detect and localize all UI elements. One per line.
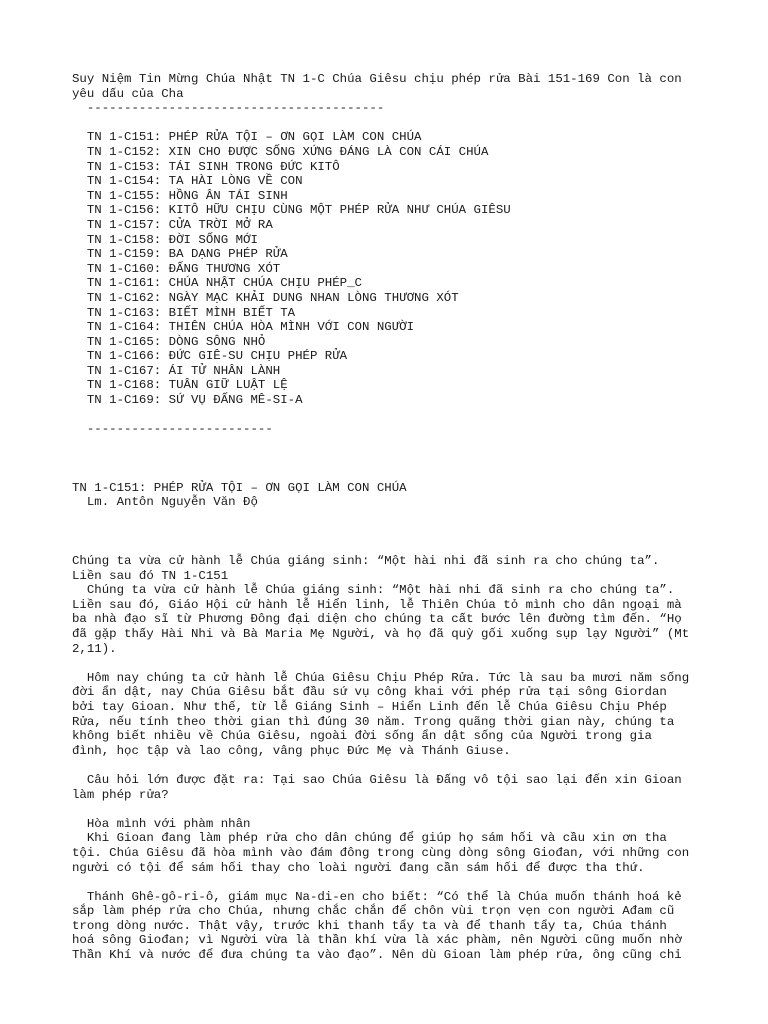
- toc-item-c167[interactable]: TN 1-C167: ÁI TỬ NHÂN LÀNH: [72, 363, 281, 378]
- article-paragraph-4: [72, 817, 712, 875]
- toc-item-c159[interactable]: TN 1-C159: BA DẠNG PHÉP RỬA: [72, 247, 288, 262]
- document-title-line-1: Suy Niệm Tin Mừng Chúa Nhật TN 1-C Chúa Giêsu chịu phép rửa Bài 151-169 Con là con: [72, 72, 682, 86]
- table-of-contents: [72, 130, 712, 407]
- toc-item-c158[interactable]: TN 1-C158: ĐỜI SỐNG MỚI: [72, 232, 258, 247]
- paragraph-line: Hôm nay chúng ta cử hành lễ Chúa Giêsu Chịu Phép Rửa. Tức là sau ba mươi năm sống: [72, 670, 690, 685]
- divider-top: ----------------------------------------: [72, 101, 385, 116]
- paragraph-line: làm phép rửa?: [72, 787, 169, 802]
- toc-item-c160[interactable]: TN 1-C160: ĐẤNG THƯƠNG XÓT: [72, 261, 281, 276]
- paragraph-line: hoá sông Giođan; vì Người vừa là thần khí vừa là xác phàm, nên Người cũng muốn nhờ: [72, 933, 682, 948]
- toc-item-c161[interactable]: TN 1-C161: CHÚA NHẬT CHÚA CHỊU PHÉP_C: [72, 276, 362, 291]
- paragraph-line: trong dòng nước. Thật vậy, trước khi thanh tẩy ta và để thanh tẩy ta, Chúa thánh: [72, 918, 667, 933]
- article-paragraph-2: [72, 671, 712, 759]
- paragraph-line: 2,11).: [72, 641, 117, 656]
- article-paragraph-3: [72, 773, 712, 802]
- toc-item-c168[interactable]: TN 1-C168: TUÂN GIỮ LUẬT LỆ: [72, 378, 288, 393]
- paragraph-line: tội. Chúa Giêsu đã hòa mình vào đám đông trong cùng dòng sông Giođan, với những con: [72, 845, 690, 860]
- document-title-line-2: yêu dấu của Cha: [72, 86, 184, 101]
- article-author: Lm. Antôn Nguyễn Văn Độ: [72, 495, 258, 510]
- paragraph-line: người có tội để sám hối thay cho loài người đang cần sám hối để được tha thứ.: [72, 860, 645, 875]
- toc-item-c151[interactable]: TN 1-C151: PHÉP RỬA TỘI – ƠN GỌI LÀM CON CHÚA: [72, 130, 422, 145]
- paragraph-line: đời ẩn dật, nay Chúa Giêsu bắt đầu sứ vụ công khai với phép rửa tại sông Giordan: [72, 685, 667, 700]
- toc-item-c163[interactable]: TN 1-C163: BIẾT MÌNH BIẾT TA: [72, 305, 296, 320]
- document-page: [72, 72, 712, 963]
- paragraph-line: ba nhà đạo sĩ từ Phương Đông đại diện cho chúng ta cất bước lên đường tìm đến. “Họ: [72, 612, 682, 627]
- toc-item-c156[interactable]: TN 1-C156: KITÔ HỮU CHỊU CÙNG MỘT PHÉP RỬA NHƯ CHÚA GIÊSU: [72, 203, 511, 218]
- paragraph-line: Liền sau đó, Giáo Hội cử hành lễ Hiển linh, lễ Thiên Chúa tỏ mình cho dân ngoại mà: [72, 597, 682, 612]
- toc-item-c153[interactable]: TN 1-C153: TÁI SINH TRONG ĐỨC KITÔ: [72, 159, 340, 174]
- paragraph-line: đã gặp thấy Hài Nhi và Bà Maria Mẹ Người, và họ đã quỳ gối xuống sụp lạy Người” (Mt: [72, 627, 690, 641]
- toc-item-c166[interactable]: TN 1-C166: ĐỨC GIÊ-SU CHỊU PHÉP RỬA: [72, 349, 348, 364]
- paragraph-line: Rửa, nếu tính theo thời gian thì đúng 30 năm. Trong quãng thời gian này, chúng ta: [72, 714, 675, 729]
- paragraph-line: Liền sau đó TN 1-C151: [72, 568, 229, 583]
- toc-item-c165[interactable]: TN 1-C165: DÒNG SÔNG NHỎ: [72, 334, 266, 349]
- toc-item-c155[interactable]: TN 1-C155: HỒNG ÂN TÁI SINH: [72, 188, 288, 203]
- paragraph-line: sắp làm phép rửa cho Chúa, nhưng chắc chắn để chôn vùi trọn vẹn con người Ađam cũ: [72, 904, 675, 919]
- divider-bottom: -------------------------: [72, 422, 273, 437]
- toc-item-c164[interactable]: TN 1-C164: THIÊN CHÚA HÒA MÌNH VỚI CON NGƯỜI: [72, 320, 415, 335]
- paragraph-line: Chúng ta vừa cử hành lễ Chúa giáng sinh: “Một hài nhi đã sinh ra cho chúng ta”.: [72, 554, 660, 569]
- toc-item-c152[interactable]: TN 1-C152: XIN CHO ĐƯỢC SỐNG XỨNG ĐÁNG LÀ CON CÁI CHÚA: [72, 144, 489, 159]
- toc-item-c157[interactable]: TN 1-C157: CỬA TRỜI MỞ RA: [72, 217, 273, 232]
- paragraph-line: đình, học tập và lao công, vâng phục Đức Mẹ và Thánh Giuse.: [72, 743, 511, 758]
- article-paragraph-1: [72, 554, 712, 656]
- article-paragraph-5: [72, 890, 712, 963]
- article-heading: TN 1-C151: PHÉP RỬA TỘI – ƠN GỌI LÀM CON CHÚA: [72, 480, 407, 495]
- paragraph-line: không biết nhiều về Chúa Giêsu, ngoài đời sống ẩn dật sống của Người trong gia: [72, 729, 652, 744]
- toc-item-c169[interactable]: TN 1-C169: SỨ VỤ ĐẤNG MÊ-SI-A: [72, 393, 303, 408]
- paragraph-line: Câu hỏi lớn được đặt ra: Tại sao Chúa Giêsu là Đấng vô tội sao lại đến xin Gioan: [72, 772, 682, 787]
- paragraph-line: Thánh Ghê-gô-ri-ô, giám mục Na-di-en cho biết: “Có thể là Chúa muốn thánh hoá kẻ: [72, 889, 682, 904]
- paragraph-line: bởi tay Gioan. Như thế, từ lễ Giáng Sinh – Hiển Linh đến lễ Chúa Giêsu Chịu Phép: [72, 699, 667, 714]
- paragraph-subheading: Hòa mình với phàm nhân: [72, 816, 251, 831]
- toc-item-c162[interactable]: TN 1-C162: NGÀY MẠC KHẢI DUNG NHAN LÒNG THƯƠNG XÓT: [72, 290, 459, 305]
- paragraph-line: Khi Gioan đang làm phép rửa cho dân chúng để giúp họ sám hối và cầu xin ơn tha: [72, 831, 667, 846]
- toc-item-c154[interactable]: TN 1-C154: TA HÀI LÒNG VỀ CON: [72, 174, 303, 189]
- paragraph-line: Chúng ta vừa cử hành lễ Chúa giáng sinh: “Một hài nhi đã sinh ra cho chúng ta”.: [72, 583, 675, 598]
- paragraph-line: Thần Khí và nước để đưa chúng ta vào đạo”. Nên dù Gioan làm phép rửa, ông cũng chỉ: [72, 948, 682, 963]
